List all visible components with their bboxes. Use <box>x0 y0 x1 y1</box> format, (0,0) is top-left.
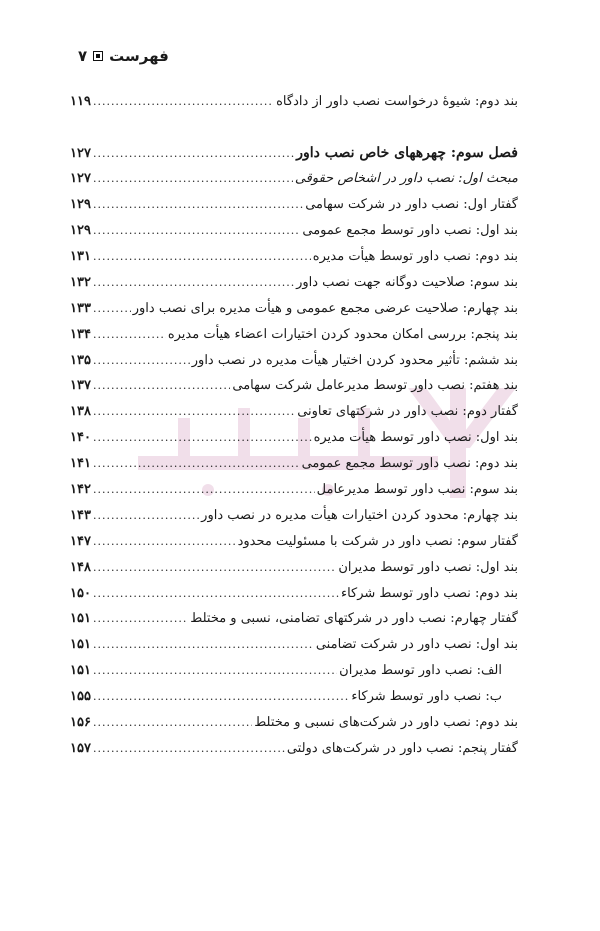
toc-entry-page-number: ۱۲۹ <box>70 223 91 238</box>
toc-leader-dots <box>93 559 336 577</box>
toc-entry <box>70 455 518 473</box>
toc-entry <box>70 403 518 421</box>
toc-leader-dots <box>93 455 300 473</box>
toc-leader-dots <box>93 196 303 214</box>
square-bullet-icon <box>93 51 103 61</box>
toc-entry-title: بند اول: نصب داور توسط مجمع عمومی <box>302 223 518 238</box>
toc-entry <box>70 377 518 395</box>
toc-entry-page-number: ۱۲۷ <box>70 171 91 186</box>
toc-leader-dots <box>93 636 314 654</box>
toc-entry-page-number: ۱۳۱ <box>70 249 91 264</box>
toc-entry-page-number: ۱۴۲ <box>70 482 91 497</box>
toc-entry-title: گفتار دوم: نصب داور در شرکتهای تعاونی <box>297 404 518 419</box>
toc-entry-title: گفتار پنجم: نصب داور در شرکت‌های دولتی <box>286 741 518 756</box>
toc-leader-dots <box>93 300 131 318</box>
toc-leader-dots <box>93 170 293 188</box>
toc-entry <box>70 196 518 214</box>
toc-entry-page-number: ۱۵۱ <box>70 637 91 652</box>
toc-entry <box>70 533 518 551</box>
toc-entry-page-number: ۱۵۷ <box>70 741 91 756</box>
toc-leader-dots <box>93 326 166 344</box>
publisher-watermark-logo <box>78 378 526 528</box>
toc-leader-dots <box>93 429 312 447</box>
header-page-number: ۷ <box>78 47 88 65</box>
toc-entry <box>70 144 518 163</box>
toc-entry-title: الف: نصب داور توسط مدیران <box>339 663 502 678</box>
toc-entry-title: بند دوم: نصب داور توسط هیأت مدیره <box>312 249 518 264</box>
toc-leader-dots <box>93 274 294 292</box>
toc-entry <box>70 714 518 732</box>
toc-leader-dots <box>93 403 295 421</box>
toc-entry-title: مبحث اول: نصب داور در اشخاص حقوقی <box>294 171 518 186</box>
toc-leader-dots <box>93 688 349 706</box>
toc-entry <box>70 636 518 654</box>
toc-entry <box>70 93 518 111</box>
toc-entry-title: فصل سوم: چهرههای خاص نصب داور <box>296 145 518 161</box>
toc-entry-page-number: ۱۵۱ <box>70 663 91 678</box>
toc-entry-page-number: ۱۱۹ <box>70 94 91 109</box>
toc-entry-title: بند دوم: نصب داور توسط شرکاء <box>340 586 518 601</box>
toc-entry-title: گفتار سوم: نصب داور در شرکت با مسئولیت محدود <box>237 534 518 549</box>
toc-leader-dots <box>93 714 252 732</box>
toc-entry <box>70 222 518 240</box>
toc-entry <box>70 352 518 370</box>
toc-entry-title: گفتار اول: نصب داور در شرکت سهامی <box>305 197 518 212</box>
toc-entry-title: بند هفتم: نصب داور توسط مدیرعامل شرکت سهامی <box>232 378 518 393</box>
toc-entry-page-number: ۱۴۸ <box>70 560 91 575</box>
toc-leader-dots <box>93 481 315 499</box>
toc-entry-title: بند سوم: صلاحیت دوگانه جهت نصب داور <box>296 275 518 290</box>
toc-leader-dots <box>93 222 300 240</box>
toc-entry-title: بند چهارم: محدود کردن اختیارات هیأت مدیره در نصب داور <box>201 508 518 523</box>
page-header <box>78 47 169 65</box>
toc-entry <box>70 429 518 447</box>
toc-leader-dots <box>93 610 188 628</box>
toc-entry-title: بند چهارم: صلاحیت عرضی مجمع عمومی و هیأت مدیره برای نصب داور <box>132 301 518 316</box>
toc-leader-dots <box>93 740 285 758</box>
toc-entry-title: بند ششم: تأثیر محدود کردن اختیار هیأت مدیره در نصب داور <box>191 353 518 368</box>
toc-entry <box>70 326 518 344</box>
toc-entry-title: بند اول: نصب داور در شرکت تضامنی <box>315 637 518 652</box>
toc-leader-dots <box>93 352 190 370</box>
toc-leader-dots <box>93 585 339 603</box>
toc-entry-page-number: ۱۳۳ <box>70 301 91 316</box>
toc-entry-title: ب: نصب داور توسط شرکاء <box>351 689 502 704</box>
toc-entry-page-number: ۱۳۷ <box>70 378 91 393</box>
toc-leader-dots <box>93 533 236 551</box>
toc-entry-page-number: ۱۳۸ <box>70 404 91 419</box>
toc-entry-page-number: ۱۲۹ <box>70 197 91 212</box>
toc-entry <box>70 662 502 680</box>
toc-entry-page-number: ۱۴۷ <box>70 534 91 549</box>
toc-entry-page-number: ۱۵۱ <box>70 611 91 626</box>
toc-entry <box>70 274 518 292</box>
toc-entry <box>70 610 518 628</box>
toc-entry-title: بند سوم: نصب داور توسط مدیرعامل <box>316 482 518 497</box>
toc-entry-page-number: ۱۵۶ <box>70 715 91 730</box>
toc-entry-page-number: ۱۴۰ <box>70 430 91 445</box>
toc-entry-page-number: ۱۲۷ <box>70 146 91 161</box>
toc-entry-title: بند اول: نصب داور توسط هیأت مدیره <box>313 430 518 445</box>
toc-entry <box>70 507 518 525</box>
toc-entry <box>70 481 518 499</box>
toc-entry-page-number: ۱۳۴ <box>70 327 91 342</box>
toc-entry-page-number: ۱۴۳ <box>70 508 91 523</box>
toc-entry-title: بند اول: نصب داور توسط مدیران <box>338 560 518 575</box>
toc-entry-page-number: ۱۳۲ <box>70 275 91 290</box>
toc-entry-title: گفتار چهارم: نصب داور در شرکتهای تضامنی، نسبی و مختلط <box>190 611 518 626</box>
toc-entry-title: بند دوم: نصب داور در شرکت‌های نسبی و مختلط <box>254 715 518 730</box>
toc-entry-page-number: ۱۵۰ <box>70 586 91 601</box>
toc-entry <box>70 559 518 577</box>
toc-leader-dots <box>93 662 337 680</box>
toc-entry <box>70 248 518 266</box>
toc-entry-page-number: ۱۵۵ <box>70 689 91 704</box>
toc-leader-dots <box>93 145 294 163</box>
toc-entry <box>70 170 518 188</box>
toc-entry-page-number: ۱۴۱ <box>70 456 91 471</box>
toc-entry-title: بند دوم: شیوهٔ درخواست نصب داور از دادگاه <box>276 94 518 109</box>
toc-entry-title: بند دوم: نصب داور توسط مجمع عمومی <box>301 456 518 471</box>
toc-entry <box>70 300 518 318</box>
toc-entry <box>70 740 518 758</box>
toc-leader-dots <box>93 248 311 266</box>
toc-entry <box>70 688 502 706</box>
toc-entry-page-number: ۱۳۵ <box>70 353 91 368</box>
toc-entry <box>70 585 518 603</box>
toc-leader-dots <box>93 507 199 525</box>
toc-leader-dots <box>93 93 274 111</box>
toc-entry-title: بند پنجم: بررسی امکان محدود کردن اختیارات اعضاء هیأت مدیره <box>167 327 518 342</box>
toc-leader-dots <box>93 377 230 395</box>
header-title: فهرست <box>109 47 169 65</box>
